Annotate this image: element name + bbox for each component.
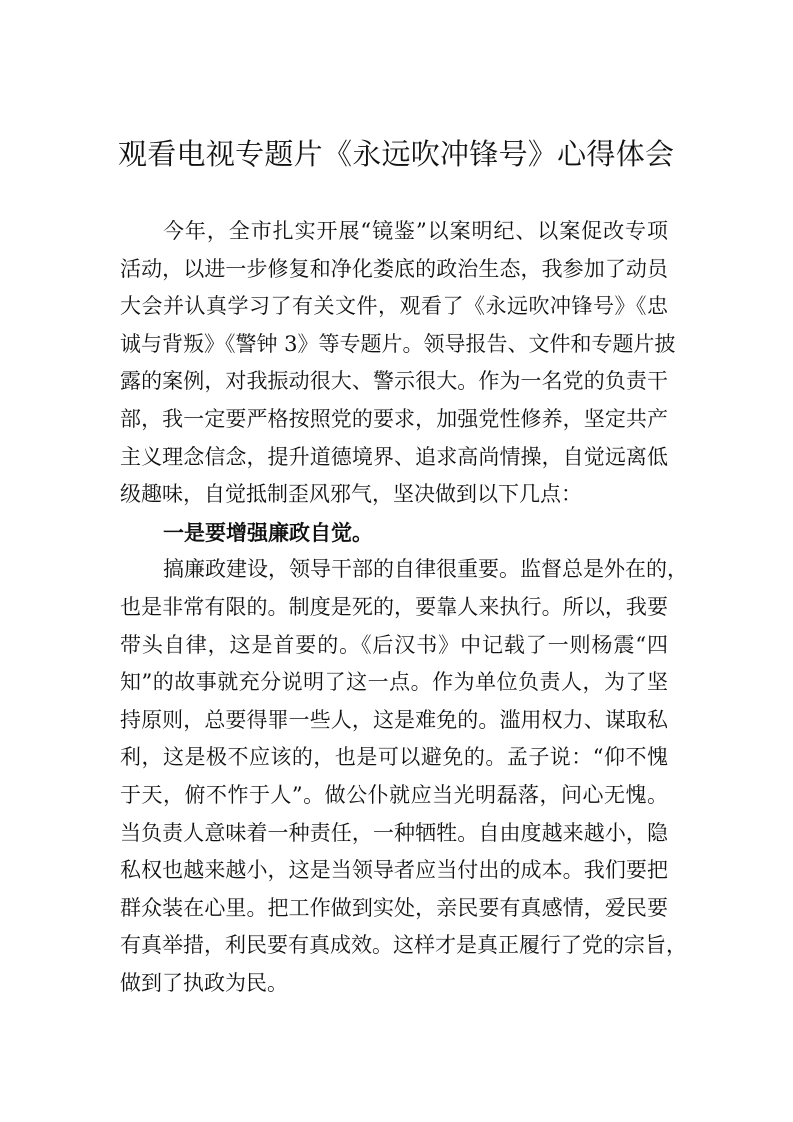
text-line: 今年，全市扎实开展“镜鉴”以案明纪、以案促改专项: [163, 219, 668, 243]
text-line: 于天，俯不怍于人”。做公仆就应当光明磊落，问心无愧。: [120, 782, 668, 807]
text-line: 当负责人意味着一种责任，一种牺牲。自由度越来越小，隐: [120, 820, 668, 845]
paragraph: [120, 551, 688, 1002]
text-line: 利，这是极不应该的，也是可以避免的。孟子说：“仰不愧: [120, 745, 668, 770]
text-line: 持原则，总要得罪一些人，这是难免的。滥用权力、谋取私: [120, 707, 668, 732]
text-line: 知”的故事就充分说明了这一点。作为单位负责人，为了坚: [120, 670, 668, 695]
text-line: 搞廉政建设，领导干部的自律很重要。监督总是外在的，: [163, 557, 688, 582]
text-line: 露的案例，对我振动很大、警示很大。作为一名党的负责干: [120, 369, 668, 394]
text-line: 群众装在心里。把工作做到实处，亲民要有真感情，爱民要: [120, 895, 668, 920]
text-line: 级趣味，自觉抵制歪风邪气，坚决做到以下几点：: [120, 482, 582, 507]
text-line: 做到了执政为民。: [120, 970, 288, 995]
paragraph: [120, 213, 676, 514]
text-line: 部，我一定要严格按照党的要求，加强党性修养，坚定共产: [120, 406, 668, 431]
text-line: 私权也越来越小，这是当领导者应当付出的成本。我们要把: [120, 858, 668, 883]
text-line: 一是要增强廉政自觉。: [163, 519, 373, 545]
section-heading: [120, 514, 668, 552]
text-line: 带头自律，这是首要的。《后汉书》中记载了一则杨震“四: [120, 632, 668, 657]
text-line: 大会并认真学习了有关文件，观看了《永远吹冲锋号》《忠: [120, 294, 668, 319]
text-line: 活动，以进一步修复和净化娄底的政治生态，我参加了动员: [120, 256, 668, 281]
text-line: 主义理念信念，提升道德境界、追求高尚情操，自觉远离低: [120, 444, 668, 469]
document-title: 观看电视专题片《永远吹冲锋号》心得体会: [118, 137, 674, 171]
text-line: 也是非常有限的。制度是死的，要靠人来执行。所以，我要: [120, 594, 668, 619]
text-line: 诚与背叛》《警钟 3》等专题片。领导报告、文件和专题片披: [120, 331, 676, 356]
text-line: 有真举措，利民要有真成效。这样才是真正履行了党的宗旨，: [120, 933, 687, 958]
document-body: [120, 213, 688, 1002]
